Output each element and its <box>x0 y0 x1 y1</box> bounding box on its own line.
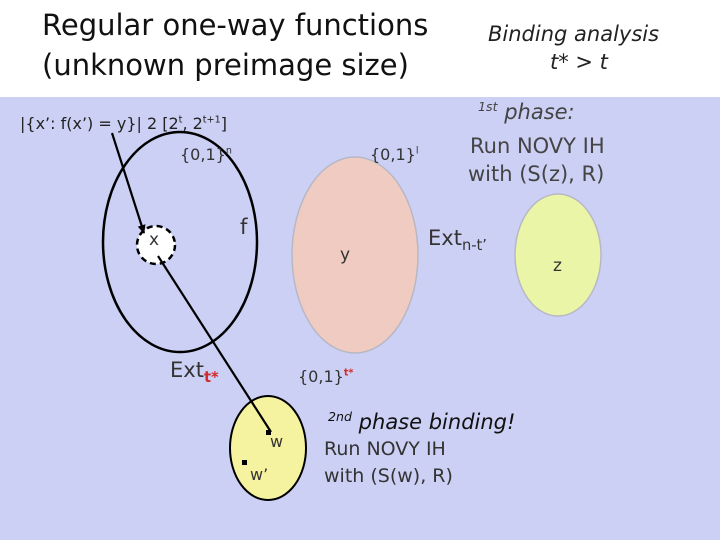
point-y-label: y <box>340 245 351 265</box>
ext-t-star-label: Ext$_{t*}$ <box>170 358 219 387</box>
preimage-size-label: |{x’: f(x’) = y}| 2 [2$^t$, $2^{t+1}$] <box>20 114 227 133</box>
z-oval <box>515 194 601 316</box>
phase1-line2: with (S(z), R) <box>468 162 605 186</box>
w-range-label: $\{0,1\}^{t*}$ <box>298 367 354 386</box>
phase2-title: $^{2nd}$ phase binding! <box>328 409 516 434</box>
point-w2-label: w’ <box>250 465 269 484</box>
phase2-line1: Run NOVY IH <box>324 438 446 460</box>
point-w-label: w <box>270 432 284 451</box>
w-oval <box>230 396 306 500</box>
point-w2-dot <box>242 460 247 465</box>
binding-condition: t* > t <box>550 50 608 74</box>
binding-analysis-heading: Binding analysis <box>488 22 660 46</box>
phase1-line1: Run NOVY IH <box>470 134 605 158</box>
point-z-label: z <box>553 256 562 276</box>
ext-n-t-label: Ext$_{n-t’}$ <box>428 226 487 255</box>
range-oval <box>292 157 418 353</box>
phase2-line2: with (S(w), R) <box>324 465 453 487</box>
domain-label: $\{0,1\}^n$ <box>180 145 232 164</box>
slide-title-line1: Regular one-way functions <box>42 8 429 42</box>
domain-oval <box>103 132 257 352</box>
slide-title-line2: (unknown preimage size) <box>42 48 409 82</box>
f-label: f <box>240 215 248 239</box>
phase1-title: $^{1st}$ phase: <box>478 99 575 124</box>
point-x-label: x <box>149 230 160 250</box>
range-label: $\{0,1\}^l$ <box>370 145 419 164</box>
ext-t-star-line <box>158 256 271 432</box>
